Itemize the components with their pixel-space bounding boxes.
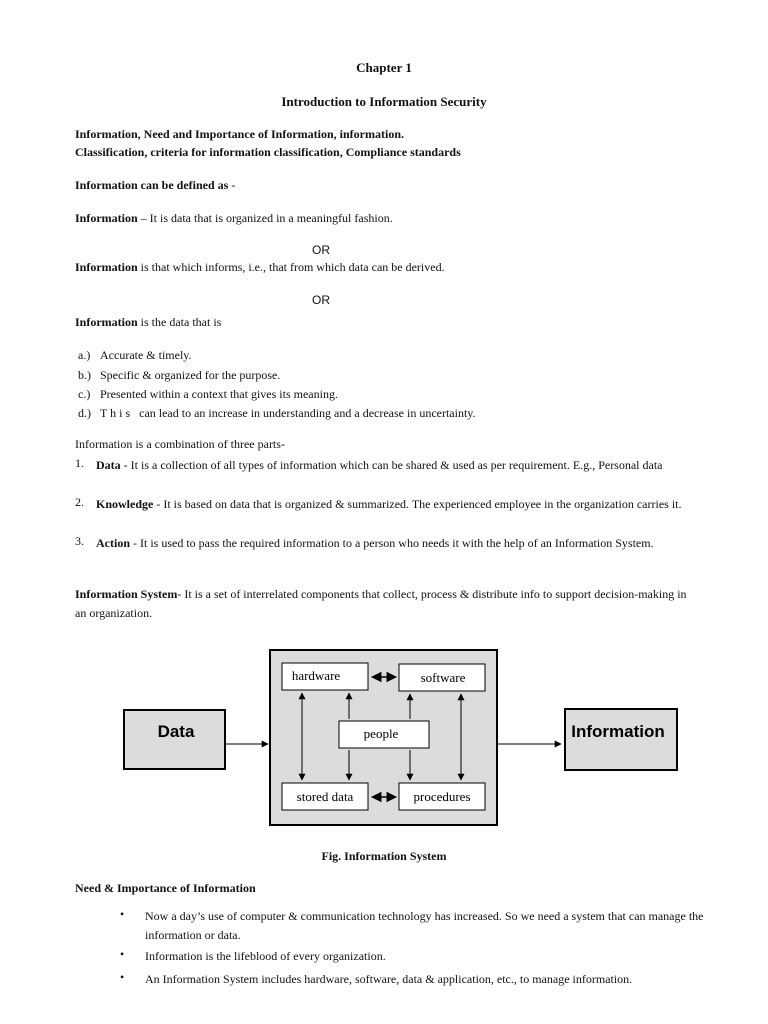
list-item (78, 368, 91, 383)
part-item-data (96, 456, 736, 475)
or-separator-1: OR (312, 243, 330, 257)
info-system-definition (75, 585, 700, 623)
list-marker: b.) (78, 368, 91, 382)
part-term: Knowledge (96, 497, 154, 511)
or-separator-2: OR (312, 293, 330, 307)
part-item-action (96, 534, 736, 553)
list-item-text: Specific & organized for the purpose. (100, 368, 281, 382)
stored-data-node (282, 783, 368, 810)
part-text: - It is used to pass the required information to a person who needs it with the help of an Information System. (130, 536, 654, 550)
info-system-text: - It is a set of interrelated components that collect, process & distribute info to support decision-making in an organization. (75, 587, 687, 620)
info-system-term: Information System (75, 587, 178, 601)
page-title: Introduction to Information Security (281, 94, 487, 109)
definition-2-text: is that which informs, i.e., that from which data can be derived. (137, 260, 445, 274)
list-item (78, 348, 90, 363)
list-item (78, 387, 90, 402)
need-heading: Need & Importance of Information (75, 881, 256, 895)
definition-intro-suffix: - (228, 178, 236, 192)
list-item-text: Accurate & timely. (100, 348, 192, 362)
bullet-icon: • (120, 907, 125, 921)
hardware-label: hardware (291, 668, 341, 683)
people-label: people (363, 726, 399, 741)
information-output-label: Information (571, 722, 665, 741)
part-item-knowledge (96, 495, 736, 514)
part-number: 2. (75, 495, 84, 509)
list-item (78, 406, 91, 421)
topics-line-2: Classification, criteria for information classification, Compliance standards (75, 145, 461, 159)
software-node (399, 664, 485, 691)
list-marker: a.) (78, 348, 91, 362)
procedures-label: procedures (413, 789, 471, 804)
bullet-icon: • (120, 947, 125, 961)
definition-2 (75, 260, 445, 275)
data-input-box (124, 710, 225, 769)
people-node (339, 721, 429, 748)
software-label: software (420, 670, 466, 685)
stored-data-label: stored data (296, 789, 354, 804)
list-marker: d.) (78, 406, 91, 420)
list-marker: c.) (78, 387, 91, 401)
part-term: Data (96, 458, 121, 472)
list-item-text: T h i s can lead to an increase in understanding and a decrease in uncertainty. (100, 406, 476, 420)
list-item: Information is the lifeblood of every organization. (145, 949, 386, 963)
definition-1-text: – It is data that is organized in a meaningful fashion. (137, 211, 393, 225)
part-number: 3. (75, 534, 84, 548)
chapter-label: Chapter 1 (356, 60, 412, 75)
list-item: Now a day’s use of computer & communication technology has increased. So we need a system that can manage the information or data. (145, 909, 704, 942)
definition-3-text: is the data that is (137, 315, 222, 329)
data-input-label: Data (157, 722, 195, 741)
figure-caption: Fig. Information System (321, 849, 447, 863)
definition-1-term: Information (75, 211, 138, 225)
definition-intro (75, 178, 235, 193)
bullet-icon: • (120, 970, 125, 984)
procedures-node (399, 783, 485, 810)
hardware-node (282, 663, 368, 690)
part-number: 1. (75, 456, 84, 470)
definition-3-term: Information (75, 315, 138, 329)
list-item-text: Presented within a context that gives its meaning. (100, 387, 338, 401)
definition-1 (75, 211, 393, 226)
definition-2-term: Information (75, 260, 138, 274)
parts-intro: Information is a combination of three parts- (75, 437, 285, 451)
list-item: An Information System includes hardware, software, data & application, etc., to manage information. (145, 972, 633, 986)
part-text: - It is a collection of all types of information which can be shared & used as per requirement. E.g., Personal data (120, 458, 663, 472)
topics-line-1: Information, Need and Importance of Information, information. (75, 127, 404, 141)
part-text: - It is based on data that is organized & summarized. The experienced employee in the organization carries it. (153, 497, 682, 511)
definition-3 (75, 315, 221, 330)
information-output-box (565, 709, 677, 770)
definition-intro-text: Information can be defined as (75, 178, 229, 192)
information-system-diagram (0, 640, 768, 840)
part-term: Action (96, 536, 130, 550)
